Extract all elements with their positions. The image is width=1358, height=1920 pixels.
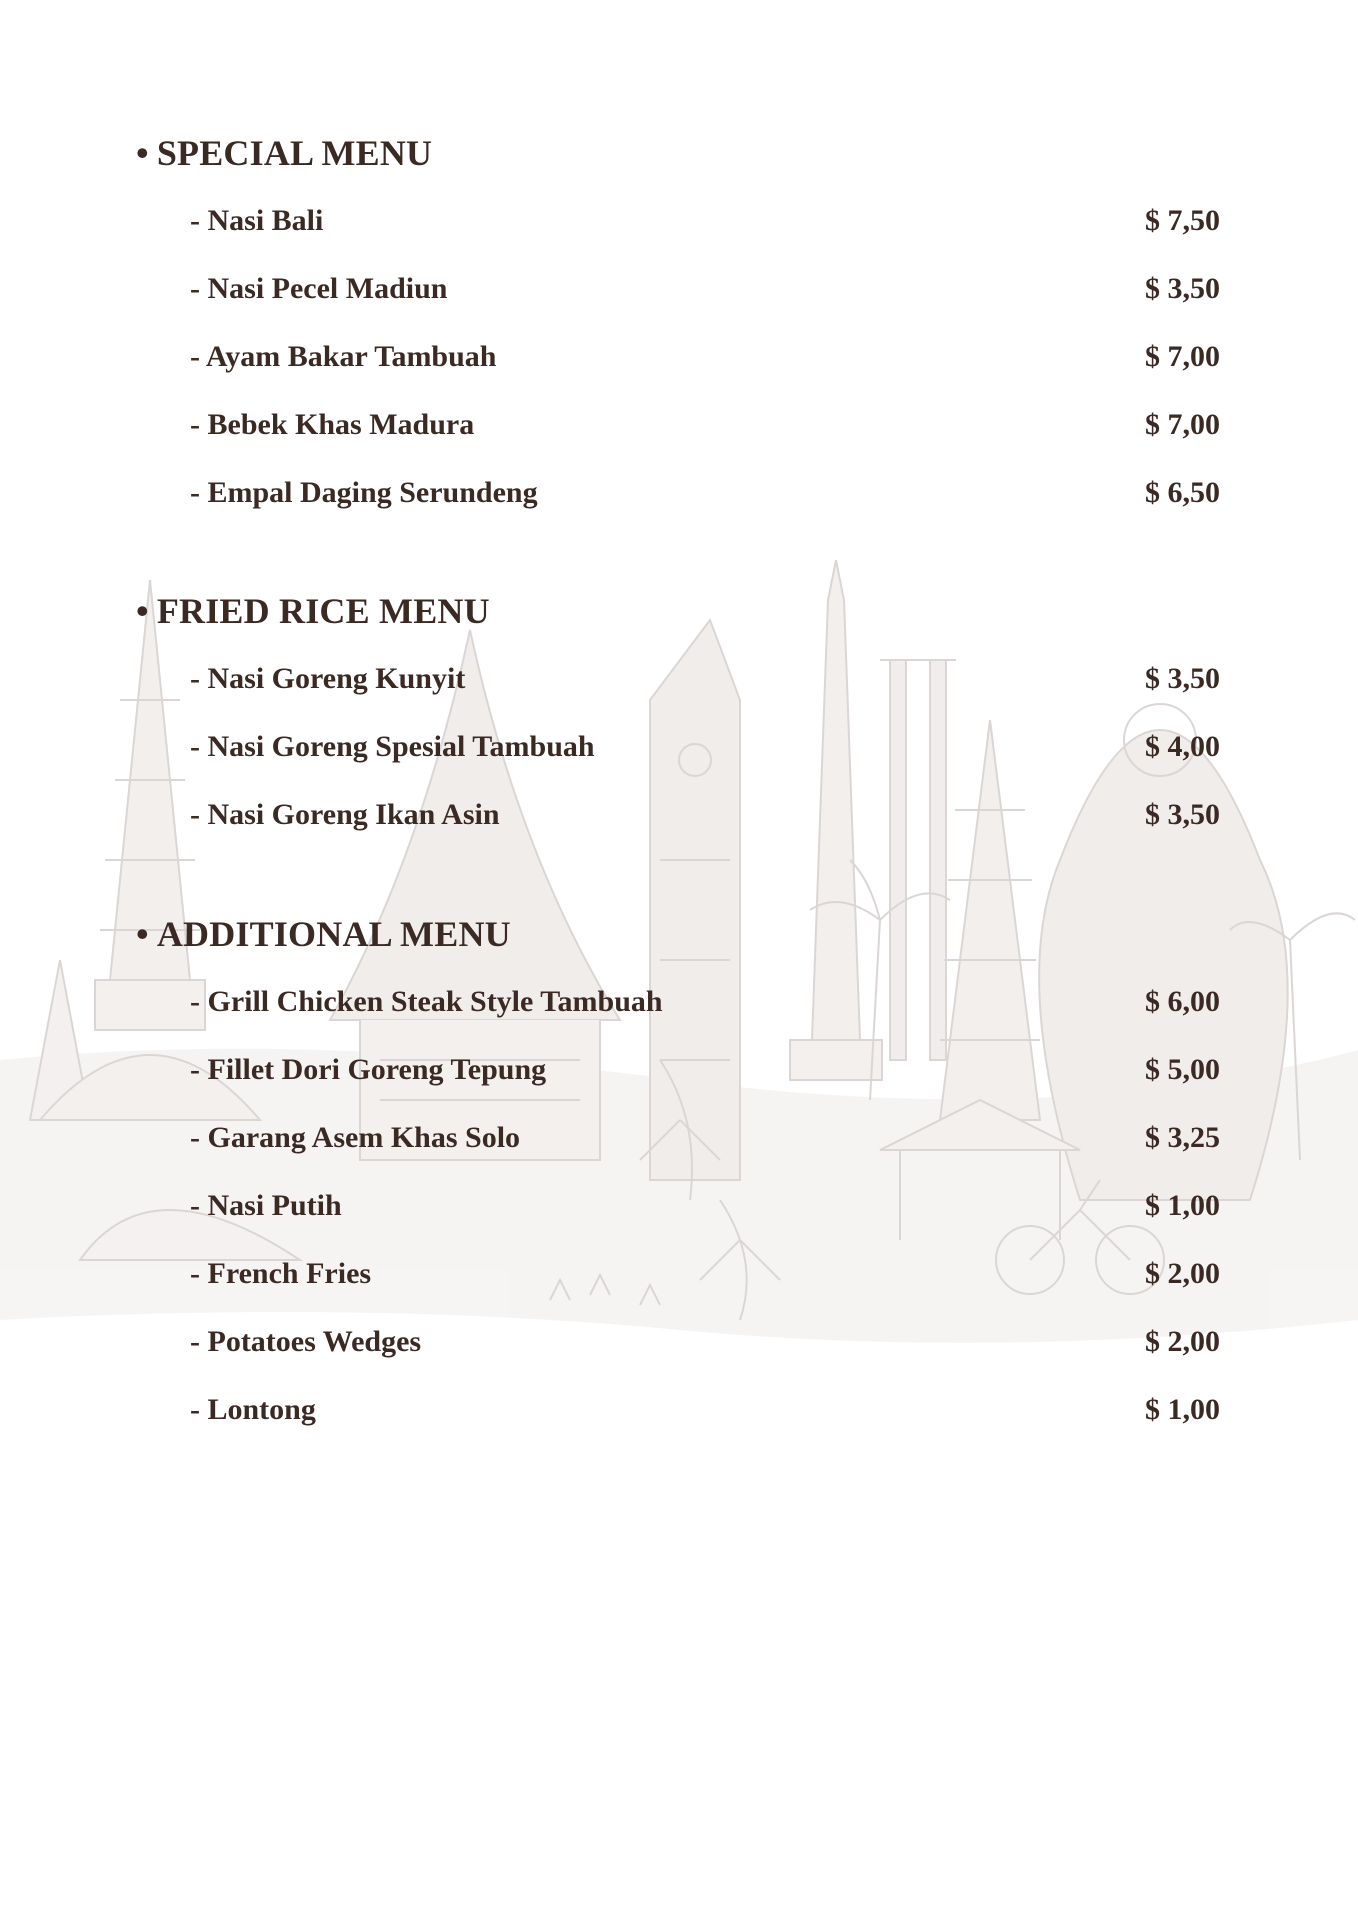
menu-item-price: $ 7,00 <box>1145 408 1220 441</box>
menu-item-name: - Garang Asem Khas Solo <box>190 1121 521 1154</box>
bullet-icon: • <box>136 591 149 631</box>
menu-item-price: $ 5,00 <box>1145 1053 1220 1086</box>
menu-item-name: - Nasi Goreng Spesial Tambuah <box>190 730 595 763</box>
menu-item-name: - French Fries <box>190 1257 372 1290</box>
menu-item-price: $ 3,25 <box>1145 1121 1220 1154</box>
menu-item <box>0 1393 1358 1433</box>
menu-item <box>0 798 1358 838</box>
menu-item-name: - Ayam Bakar Tambuah <box>190 340 497 373</box>
menu-item <box>0 1325 1358 1365</box>
menu-item-price: $ 3,50 <box>1145 272 1220 305</box>
menu-item-name: - Nasi Goreng Ikan Asin <box>190 798 500 831</box>
menu-item <box>0 730 1358 770</box>
section-title <box>136 132 432 174</box>
menu-item <box>0 662 1358 702</box>
bullet-icon: • <box>136 914 149 954</box>
menu-item-name: - Nasi Putih <box>190 1189 342 1222</box>
menu-item <box>0 476 1358 516</box>
menu-item-name: - Nasi Pecel Madiun <box>190 272 448 305</box>
section-title <box>136 590 490 632</box>
menu-item <box>0 408 1358 448</box>
menu-item <box>0 272 1358 312</box>
section-title-text: ADDITIONAL MENU <box>156 914 511 954</box>
menu-item-price: $ 2,00 <box>1145 1325 1220 1358</box>
bullet-icon: • <box>136 133 149 173</box>
menu-item-price: $ 7,50 <box>1145 204 1220 237</box>
menu-item-price: $ 6,50 <box>1145 476 1220 509</box>
menu-item-price: $ 3,50 <box>1145 798 1220 831</box>
menu-item-name: - Empal Daging Serundeng <box>190 476 538 509</box>
section-title-text: FRIED RICE MENU <box>156 591 490 631</box>
menu-item <box>0 985 1358 1025</box>
section-title <box>136 913 511 955</box>
menu-item-name: - Grill Chicken Steak Style Tambuah <box>190 985 663 1018</box>
menu-item <box>0 1053 1358 1093</box>
menu-item <box>0 340 1358 380</box>
menu-item-price: $ 6,00 <box>1145 985 1220 1018</box>
menu-item-price: $ 1,00 <box>1145 1393 1220 1426</box>
menu-item-name: - Bebek Khas Madura <box>190 408 475 441</box>
menu-item-price: $ 4,00 <box>1145 730 1220 763</box>
menu-item-name: - Potatoes Wedges <box>190 1325 422 1358</box>
menu-item-price: $ 3,50 <box>1145 662 1220 695</box>
menu-item <box>0 1121 1358 1161</box>
menu-item-name: - Fillet Dori Goreng Tepung <box>190 1053 547 1086</box>
menu-item-name: - Nasi Bali <box>190 204 324 237</box>
menu-item-name: - Lontong <box>190 1393 316 1426</box>
menu-item <box>0 1257 1358 1297</box>
section-title-text: SPECIAL MENU <box>156 133 433 173</box>
menu-item-price: $ 7,00 <box>1145 340 1220 373</box>
menu-item <box>0 204 1358 244</box>
menu-item-price: $ 2,00 <box>1145 1257 1220 1290</box>
menu-item-name: - Nasi Goreng Kunyit <box>190 662 466 695</box>
menu-item-price: $ 1,00 <box>1145 1189 1220 1222</box>
menu-item <box>0 1189 1358 1229</box>
